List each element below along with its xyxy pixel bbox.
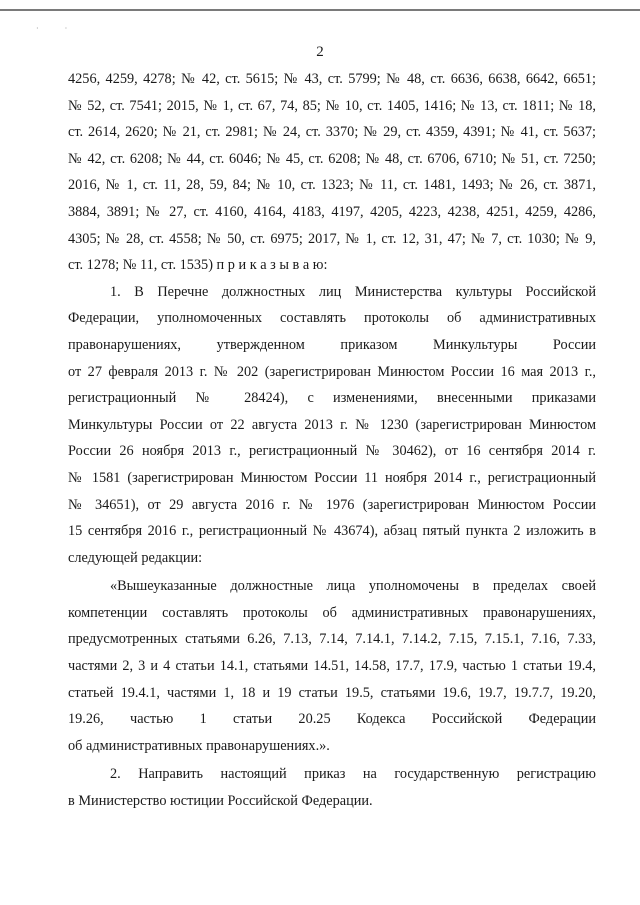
text-line: от 27 февраля 2013 г. № 202 (зарегистрирован Минюстом России 16 мая 2013 г., bbox=[68, 363, 596, 380]
text-line: частями 2, 3 и 4 статьи 14.1, статьями 14.51, 14.58, 17.7, 17.9, частью 1 статьи 19.4, bbox=[68, 658, 596, 675]
text-line: Минкультуры России от 22 августа 2013 г. № 1230 (зарегистрирован Минюстом bbox=[68, 416, 596, 433]
scan-specks: · · bbox=[36, 24, 80, 33]
text-line: правонарушениях, утвержденном приказом Минкультуры России bbox=[68, 336, 596, 353]
text-line: ст. 2614, 2620; № 21, ст. 2981; № 24, ст. 3370; № 29, ст. 4359, 4391; № 41, ст. 5637; bbox=[68, 124, 596, 141]
paragraph-1-start: 1. В Перечне должностных лиц Министерства культуры Российской bbox=[110, 283, 596, 300]
text-line: Федерации, уполномоченных составлять протоколы об административных bbox=[68, 310, 596, 327]
text-line: 19.26, частью 1 статьи 20.25 Кодекса Российской Федерации bbox=[68, 711, 596, 728]
text-line: предусмотренных статьями 6.26, 7.13, 7.14, 7.14.1, 7.14.2, 7.15, 7.15.1, 7.16, 7.33, bbox=[68, 631, 596, 648]
text-line: 3884, 3891; № 27, ст. 4160, 4164, 4183, 4197, 4205, 4223, 4238, 4251, 4259, 4286, bbox=[68, 203, 596, 220]
text-line: компетенции составлять протоколы об административных правонарушениях, bbox=[68, 604, 596, 621]
text-line: России 26 ноября 2013 г., регистрационный № 30462), от 16 сентября 2014 г. bbox=[68, 443, 596, 460]
text-line: следующей редакции: bbox=[68, 549, 203, 566]
text-line: 2016, № 1, ст. 11, 28, 59, 84; № 10, ст. 1323; № 11, ст. 1481, 1493; № 26, ст. 3871, bbox=[68, 177, 596, 194]
text-line: в Министерство юстиции Российской Федерации. bbox=[68, 793, 373, 810]
text-line: регистрационный № 28424), с изменениями, внесенными приказами bbox=[68, 390, 596, 407]
text-line: № 34651), от 29 августа 2016 г. № 1976 (зарегистрирован Минюстом России bbox=[68, 496, 596, 513]
text-line: статьей 19.4.1, частями 1, 18 и 19 статьи 19.5, статьями 19.6, 19.7, 19.7.7, 19.20, bbox=[68, 684, 596, 701]
document-body bbox=[68, 66, 596, 815]
text-line: № 52, ст. 7541; 2015, № 1, ст. 67, 74, 85; № 10, ст. 1405, 1416; № 13, ст. 1811; № 18, bbox=[68, 97, 596, 114]
quoted-paragraph-start: «Вышеуказанные должностные лица уполномочены в пределах своей bbox=[110, 578, 596, 595]
scan-edge-line bbox=[0, 9, 640, 11]
text-line: 4305; № 28, ст. 4558; № 50, ст. 6975; 2017, № 1, ст. 12, 31, 47; № 7, ст. 1030; № 9, bbox=[68, 230, 596, 247]
text-line: 4256, 4259, 4278; № 42, ст. 5615; № 43, ст. 5799; № 48, ст. 6636, 6638, 6642, 6651; bbox=[68, 71, 596, 87]
text-line: об административных правонарушениях.». bbox=[68, 737, 330, 754]
page-number: 2 bbox=[316, 44, 324, 60]
text-line-ordering-clause: ст. 1278; № 11, ст. 1535) п р и к а з ы в а ю: bbox=[68, 257, 328, 274]
text-line: № 1581 (зарегистрирован Минюстом России 11 ноября 2014 г., регистрационный bbox=[68, 469, 596, 486]
text-line: № 42, ст. 6208; № 44, ст. 6046; № 45, ст. 6208; № 48, ст. 6706, 6710; № 51, ст. 7250; bbox=[68, 150, 596, 167]
paragraph-2-start: 2. Направить настоящий приказ на государственную регистрацию bbox=[110, 766, 596, 783]
text-line: 15 сентября 2016 г., регистрационный № 43674), абзац пятый пункта 2 изложить в bbox=[68, 523, 596, 540]
